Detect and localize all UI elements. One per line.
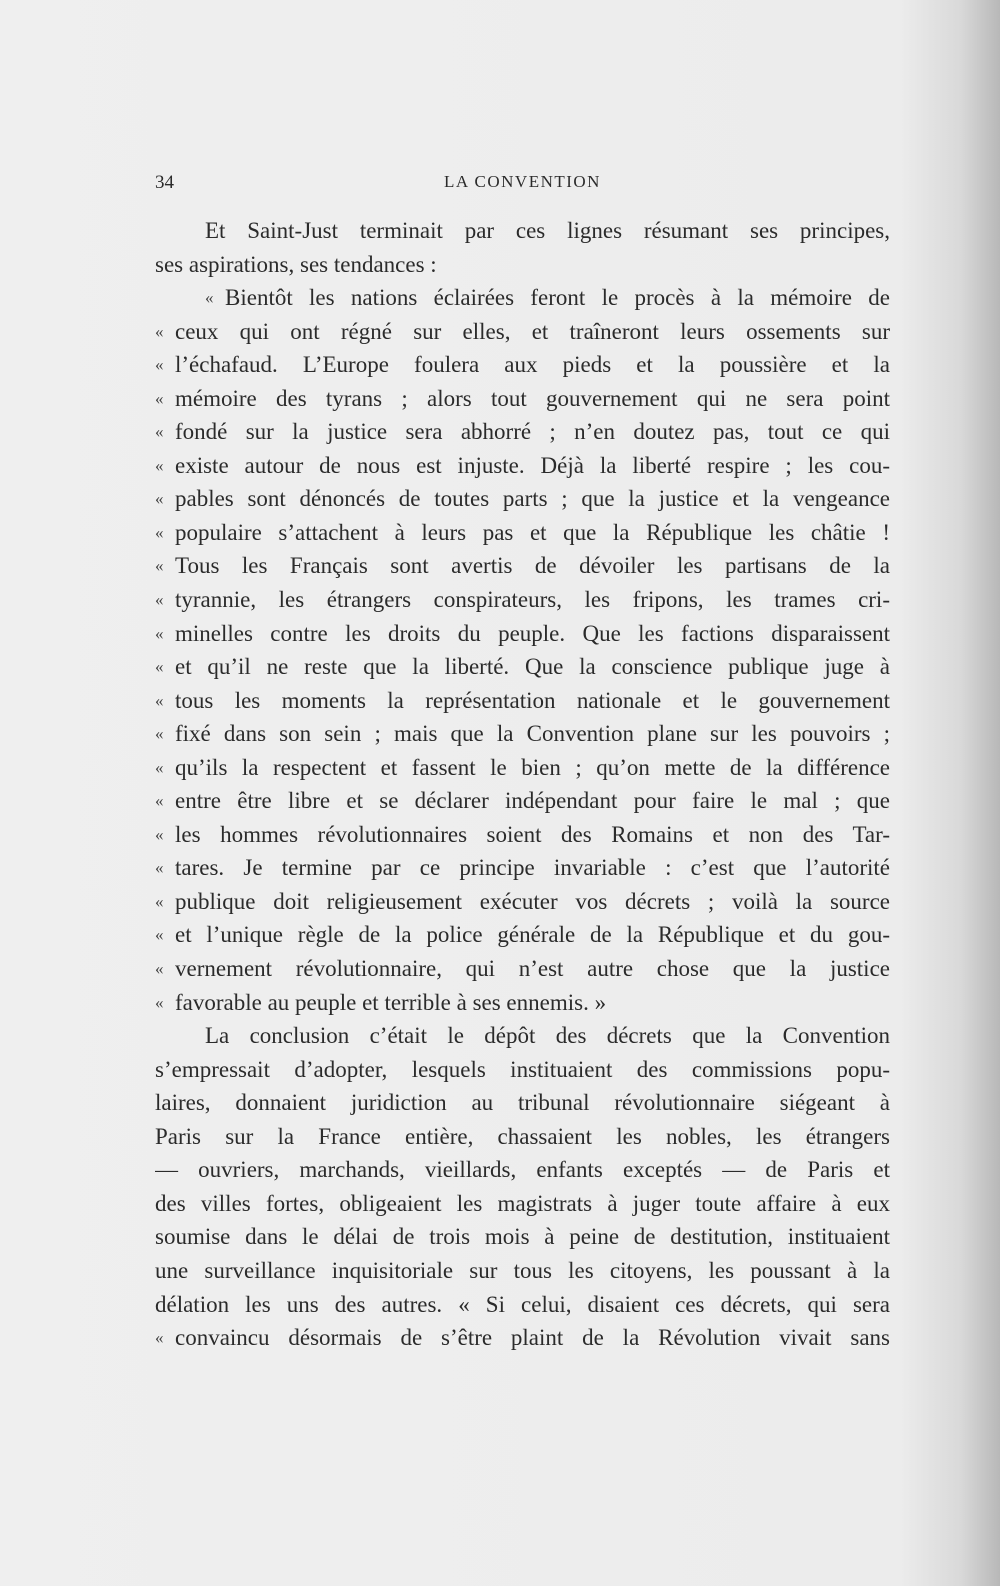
text-line: laires, donnaient juridiction au tribunal révolutionnaire siégeant à bbox=[155, 1090, 890, 1116]
quote-mark: « bbox=[155, 422, 164, 442]
quote-mark: « bbox=[155, 590, 164, 610]
text-line bbox=[155, 918, 890, 952]
quote-mark: « bbox=[155, 791, 164, 811]
line-text: minelles contre les droits du peuple. Que les factions disparaissent bbox=[175, 620, 890, 646]
line-text: Tous les Français sont avertis de dévoiler les partisans de la bbox=[175, 553, 890, 579]
quote-mark: « bbox=[155, 455, 164, 475]
line-text: ceux qui ont régné sur elles, et traîneront leurs ossements sur bbox=[175, 318, 890, 344]
text-line bbox=[155, 1321, 890, 1355]
text-line bbox=[155, 751, 890, 785]
line-text: les hommes révolutionnaires soient des Romains et non des Tar- bbox=[175, 821, 890, 847]
text-line bbox=[155, 717, 890, 751]
line-text: pables sont dénoncés de toutes parts ; que la justice et la vengeance bbox=[175, 486, 890, 512]
text-line bbox=[155, 986, 890, 1020]
line-text: entre être libre et se déclarer indépendant pour faire le mal ; que bbox=[175, 788, 890, 814]
quote-mark: « bbox=[205, 288, 214, 308]
line-text: publique doit religieusement exécuter vos décrets ; voilà la source bbox=[175, 888, 890, 914]
running-title: LA CONVENTION bbox=[444, 172, 601, 191]
quote-mark: « bbox=[155, 623, 164, 643]
quote-mark: « bbox=[155, 891, 164, 911]
quote-mark: « bbox=[155, 757, 164, 777]
text-line bbox=[155, 617, 890, 651]
line-text: tous les moments la représentation nationale et le gouvernement bbox=[175, 687, 890, 713]
quote-mark: « bbox=[155, 858, 164, 878]
text-line: délation les uns des autres. « Si celui, disaient ces décrets, qui sera bbox=[155, 1291, 890, 1317]
line-text: populaire s’attachent à leurs pas et que la République les châtie ! bbox=[175, 519, 890, 545]
line-text: et qu’il ne reste que la liberté. Que la conscience publique juge à bbox=[175, 654, 890, 680]
text-line bbox=[155, 415, 890, 449]
quote-mark: « bbox=[155, 489, 164, 509]
text-line bbox=[155, 952, 890, 986]
line-text: Bientôt les nations éclairées feront le procès à la mémoire de bbox=[225, 285, 890, 311]
text-line bbox=[155, 818, 890, 852]
text-line: soumise dans le délai de trois mois à peine de destitution, instituaient bbox=[155, 1224, 890, 1250]
text-line: Paris sur la France entière, chassaient les nobles, les étrangers bbox=[155, 1123, 890, 1149]
quote-mark: « bbox=[155, 925, 164, 945]
text-line: — ouvriers, marchands, vieillards, enfants exceptés — de Paris et bbox=[155, 1157, 890, 1183]
text-line: Et Saint-Just terminait par ces lignes résumant ses principes, bbox=[205, 218, 890, 243]
quote-mark: « bbox=[155, 992, 164, 1012]
line-text: vernement révolutionnaire, qui n’est autre chose que la justice bbox=[175, 956, 890, 982]
text-line bbox=[155, 885, 890, 919]
text-line bbox=[155, 382, 890, 416]
quote-mark: « bbox=[155, 1328, 164, 1348]
line-text: tares. Je termine par ce principe invariable : c’est que l’autorité bbox=[175, 855, 890, 881]
text-line: ses aspirations, ses tendances : bbox=[155, 251, 437, 277]
text-line bbox=[155, 549, 890, 583]
quote-mark: « bbox=[155, 824, 164, 844]
text-line bbox=[155, 449, 890, 483]
line-text: existe autour de nous est injuste. Déjà la liberté respire ; les cou- bbox=[175, 452, 890, 478]
text-line bbox=[155, 348, 890, 382]
text-line bbox=[155, 482, 890, 516]
body-text bbox=[155, 214, 890, 1355]
text-line bbox=[155, 684, 890, 718]
line-text: et l’unique règle de la police générale de la République et du gou- bbox=[175, 922, 890, 948]
text-line bbox=[155, 281, 890, 315]
quote-mark: « bbox=[155, 321, 164, 341]
quote-mark: « bbox=[155, 724, 164, 744]
quote-mark: « bbox=[155, 388, 164, 408]
line-text: fixé dans son sein ; mais que la Convention plane sur les pouvoirs ; bbox=[175, 721, 890, 747]
line-text: favorable au peuple et terrible à ses ennemis. » bbox=[175, 989, 607, 1015]
text-line bbox=[155, 784, 890, 818]
text-line: La conclusion c’était le dépôt des décrets que la Convention bbox=[205, 1023, 890, 1049]
quote-mark: « bbox=[155, 556, 164, 576]
line-text: qu’ils la respectent et fassent le bien ; qu’on mette de la différence bbox=[175, 754, 890, 780]
quote-mark: « bbox=[155, 657, 164, 677]
text-line bbox=[155, 650, 890, 684]
quote-mark: « bbox=[155, 522, 164, 542]
line-text: mémoire des tyrans ; alors tout gouvernement qui ne sera point bbox=[175, 385, 890, 411]
line-text: tyrannie, les étrangers conspirateurs, les fripons, les trames cri- bbox=[175, 587, 890, 613]
quote-mark: « bbox=[155, 690, 164, 710]
text-line bbox=[155, 851, 890, 885]
page-number: 34 bbox=[155, 172, 174, 193]
line-text: l’échafaud. L’Europe foulera aux pieds et la poussière et la bbox=[175, 352, 890, 378]
text-line bbox=[155, 583, 890, 617]
page-header bbox=[155, 172, 890, 202]
line-text: convaincu désormais de s’être plaint de la Révolution vivait sans bbox=[175, 1325, 890, 1351]
line-text: fondé sur la justice sera abhorré ; n’en doutez pas, tout ce qui bbox=[175, 419, 890, 445]
quote-mark: « bbox=[155, 959, 164, 979]
text-line: une surveillance inquisitoriale sur tous les citoyens, les poussant à la bbox=[155, 1257, 890, 1283]
text-line bbox=[155, 516, 890, 550]
text-line bbox=[155, 315, 890, 349]
quote-mark: « bbox=[155, 355, 164, 375]
text-line: des villes fortes, obligeaient les magistrats à juger toute affaire à eux bbox=[155, 1190, 890, 1216]
text-line: s’empressait d’adopter, lesquels instituaient des commissions popu- bbox=[155, 1056, 890, 1082]
